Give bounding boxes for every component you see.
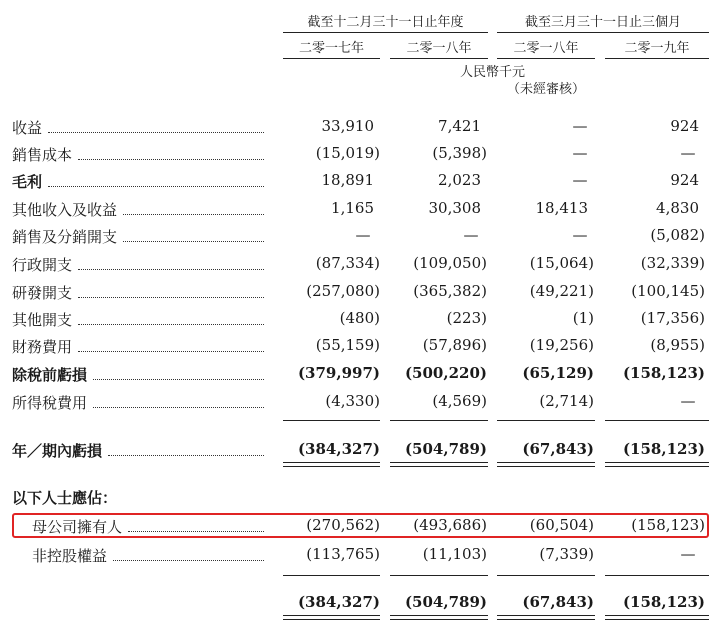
total-double-rule-3 [605,462,709,467]
row-7-value-3: (17,356) [640,309,705,327]
row-7-label: 其他開支 [12,311,73,329]
row-2-leader [48,186,264,187]
final-double-rule-0 [283,615,380,620]
row-3-value-0: 1,165 [331,199,374,217]
row-1-label: 銷售成本 [12,146,73,164]
row-6-leader [78,297,264,298]
row-0-value-0: 33,910 [321,117,374,135]
row-5-value-3: (32,339) [640,254,705,272]
row-3-label: 其他收入及收益 [12,201,118,219]
row-4-leader [123,241,264,242]
row-10-label: 所得稅費用 [12,394,88,412]
final-double-rule-1 [390,615,488,620]
attr-row-1-label: 非控股權益 [32,547,108,565]
final-rule-0 [283,575,380,576]
row-2-value-2: — [572,171,588,189]
final-total-value-0: (384,327) [297,593,380,611]
attr-row-0-label: 母公司擁有人 [32,518,123,536]
row-7-value-0: (480) [339,309,380,327]
q1-2019-header: 二零一九年 [624,41,690,56]
row-6-label: 研發開支 [12,284,73,302]
attr-row-1-leader [113,560,264,561]
year-rule-q2019 [605,58,709,59]
year-rule-2018 [390,58,488,59]
attr-row-0-value-3: (158,123) [631,516,705,534]
row-5-leader [78,269,264,270]
row-9-value-3: (158,123) [622,364,705,382]
total-value-1: (504,789) [404,440,487,458]
row-1-value-1: (5,398) [432,144,487,162]
row-8-label: 財務費用 [12,338,73,356]
row-5-value-0: (87,334) [315,254,380,272]
attributable-heading: 以下人士應佔： [12,489,118,507]
row-2-value-3: 924 [670,171,699,189]
row-9-leader [93,379,264,380]
row-3-value-2: 18,413 [535,199,588,217]
row-9-value-2: (65,129) [522,364,594,382]
row-4-value-2: — [572,226,588,244]
row-0-leader [48,132,264,133]
attr-row-0-value-1: (493,686) [413,516,487,534]
row-6-value-2: (49,221) [529,282,594,300]
row-8-value-3: (8,955) [650,336,705,354]
unaudited-note: （未經審核） [506,82,585,97]
row-0-label: 收益 [12,119,43,137]
row-0-value-2: — [572,117,588,135]
highlight-box [12,513,709,538]
period-quarter-header: 截至三月三十一日止三個月 [524,15,681,30]
final-total-value-2: (67,843) [522,593,594,611]
subtotal-rule-0 [283,420,380,421]
row-10-leader [93,407,264,408]
row-7-value-2: (1) [572,309,594,327]
row-6-value-0: (257,080) [306,282,380,300]
row-5-label: 行政開支 [12,256,73,274]
final-rule-1 [390,575,488,576]
row-6-value-3: (100,145) [631,282,705,300]
period-year-header: 截至十二月三十一日止年度 [307,15,464,30]
row-0-value-1: 7,421 [438,117,481,135]
attr-row-1-value-3: — [680,545,696,563]
year-2017-header: 二零一七年 [298,41,364,56]
final-total-value-3: (158,123) [622,593,705,611]
row-8-leader [78,351,264,352]
final-double-rule-3 [605,615,709,620]
row-4-value-1: — [463,226,479,244]
row-3-value-1: 30,308 [428,199,481,217]
row-8-value-1: (57,896) [422,336,487,354]
row-10-value-0: (4,330) [325,392,380,410]
final-rule-2 [497,575,595,576]
row-5-value-1: (109,050) [413,254,487,272]
row-8-value-0: (55,159) [315,336,380,354]
attr-row-1-value-2: (7,339) [539,545,594,563]
header-rule-year [283,32,488,33]
year-rule-2017 [283,58,380,59]
row-9-value-1: (500,220) [404,364,487,382]
row-10-value-2: (2,714) [539,392,594,410]
header-rule-quarter [497,32,709,33]
total-double-rule-1 [390,462,488,467]
row-6-value-1: (365,382) [413,282,487,300]
currency-unit: 人民幣千元 [459,65,525,80]
attr-row-0-value-0: (270,562) [306,516,380,534]
row-3-value-3: 4,830 [656,199,699,217]
total-leader [108,455,264,456]
subtotal-rule-1 [390,420,488,421]
row-7-value-1: (223) [446,309,487,327]
final-total-value-1: (504,789) [404,593,487,611]
attr-row-0-value-2: (60,504) [529,516,594,534]
row-5-value-2: (15,064) [529,254,594,272]
final-double-rule-2 [497,615,595,620]
row-3-leader [123,214,264,215]
row-10-value-3: — [680,392,696,410]
total-value-2: (67,843) [522,440,594,458]
attr-row-1-value-1: (11,103) [422,545,487,563]
subtotal-rule-2 [497,420,595,421]
q1-2018-header: 二零一八年 [513,41,579,56]
row-1-value-0: (15,019) [315,144,380,162]
row-10-value-1: (4,569) [432,392,487,410]
row-4-value-0: — [355,226,371,244]
row-1-value-3: — [680,144,696,162]
attr-row-1-value-0: (113,765) [306,545,380,563]
row-2-value-0: 18,891 [321,171,374,189]
year-2018-header: 二零一八年 [406,41,472,56]
row-7-leader [78,324,264,325]
row-9-label: 除稅前虧損 [12,366,88,384]
subtotal-rule-3 [605,420,709,421]
total-value-0: (384,327) [297,440,380,458]
row-1-leader [78,159,264,160]
row-2-value-1: 2,023 [438,171,481,189]
total-double-rule-0 [283,462,380,467]
row-0-value-3: 924 [670,117,699,135]
row-1-value-2: — [572,144,588,162]
final-rule-3 [605,575,709,576]
year-rule-q2018 [497,58,595,59]
row-9-value-0: (379,997) [297,364,380,382]
row-2-label: 毛利 [12,173,43,191]
row-4-value-3: (5,082) [650,226,705,244]
total-value-3: (158,123) [622,440,705,458]
total-double-rule-2 [497,462,595,467]
row-8-value-2: (19,256) [529,336,594,354]
total-label: 年／期內虧損 [12,442,103,460]
row-4-label: 銷售及分銷開支 [12,228,118,246]
